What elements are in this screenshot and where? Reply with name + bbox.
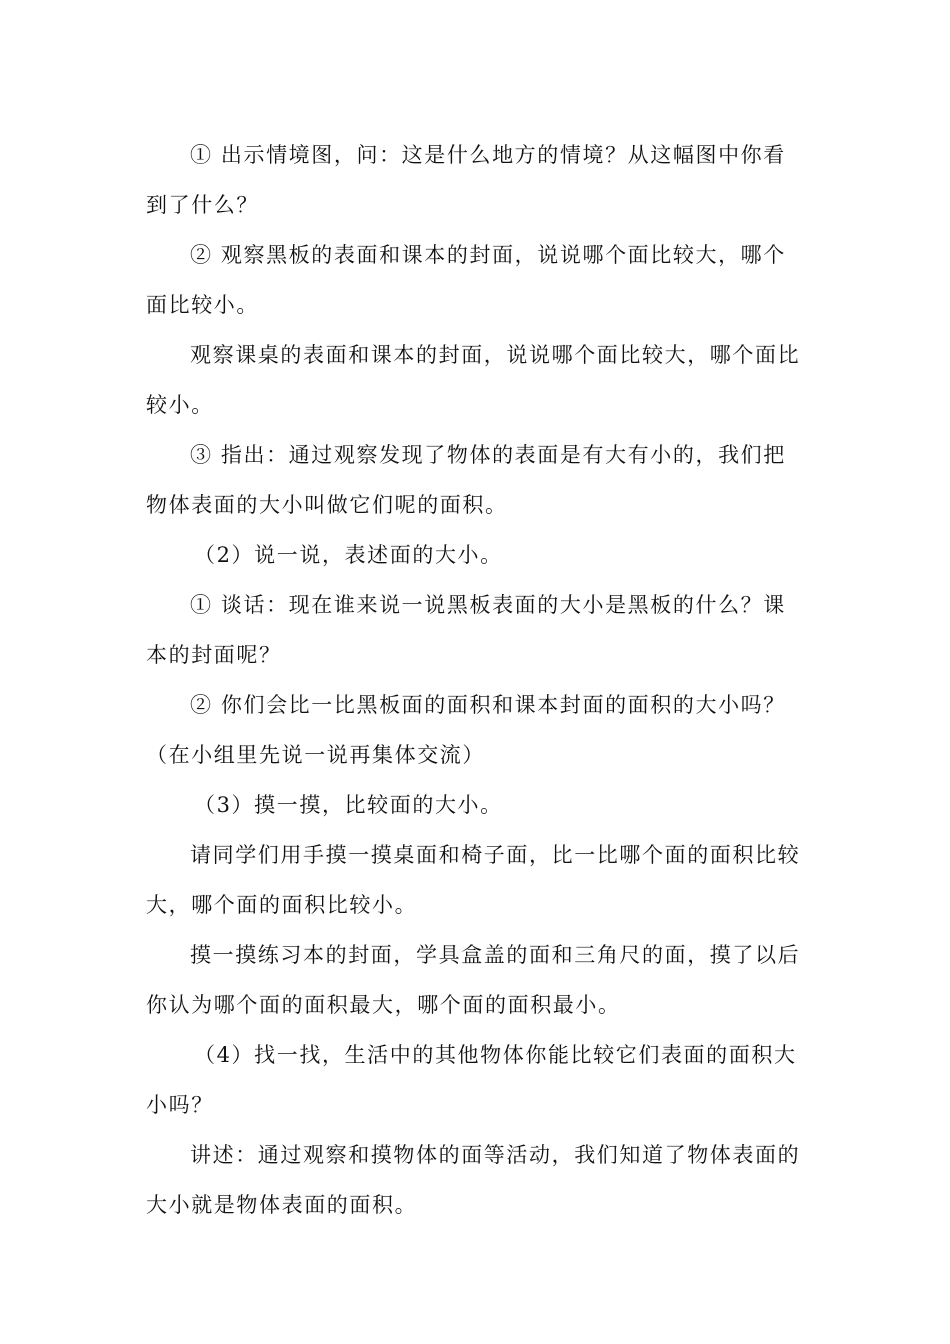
paragraph-1: ① 出示情境图，问：这是什么地方的情境？从这幅图中你看到了什么？ [146, 143, 786, 217]
paragraph-7: ② 你们会比一比黑板面的面积和课本封面的面积的大小吗？（在小组里先说一说再集体交流） [146, 693, 786, 767]
paragraph-8-subheading: （3）摸一摸，比较面的大小。 [194, 793, 503, 817]
paragraph-6: ① 谈话：现在谁来说一说黑板表面的大小是黑板的什么？课本的封面呢？ [146, 593, 786, 667]
paragraph-9: 请同学们用手摸一摸桌面和椅子面，比一比哪个面的面积比较大，哪个面的面积比较小。 [146, 843, 801, 917]
paragraph-5-subheading: （2）说一说，表述面的大小。 [194, 543, 503, 567]
paragraph-3: 观察课桌的表面和课本的封面，说说哪个面比较大，哪个面比较小。 [146, 343, 801, 417]
paragraph-2: ② 观察黑板的表面和课本的封面，说说哪个面比较大，哪个面比较小。 [146, 243, 786, 317]
document-body [146, 130, 806, 1230]
paragraph-11-subheading: （4）找一找，生活中的其他物体你能比较它们表面的面积大小吗？ [146, 1043, 797, 1117]
paragraph-10: 摸一摸练习本的封面，学具盒盖的面和三角尺的面，摸了以后你认为哪个面的面积最大，哪个面的面积最小。 [146, 943, 801, 1017]
paragraph-12: 讲述：通过观察和摸物体的面等活动，我们知道了物体表面的大小就是物体表面的面积。 [146, 1143, 801, 1217]
paragraph-4: ③ 指出：通过观察发现了物体的表面是有大有小的，我们把物体表面的大小叫做它们呢的面积。 [146, 443, 786, 517]
